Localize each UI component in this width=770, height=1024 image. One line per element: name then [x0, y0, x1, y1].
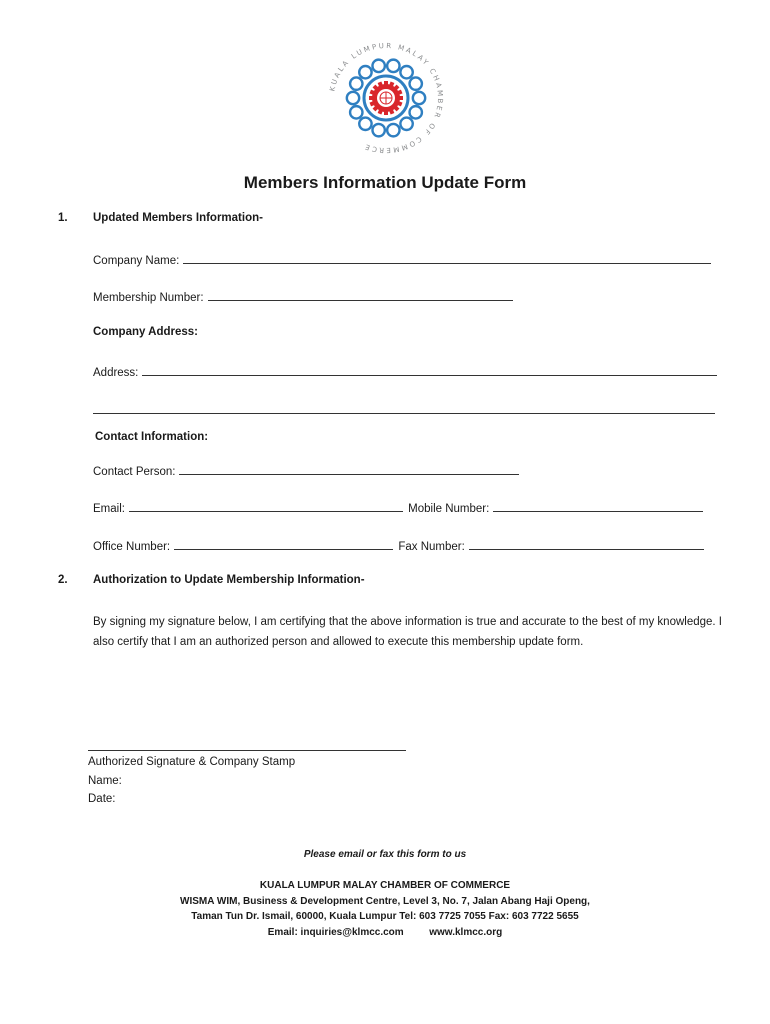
logo-bead [387, 60, 399, 72]
logo-bead [359, 118, 371, 130]
footer-email: Email: inquiries@klmcc.com [267, 926, 404, 938]
contact-person-label: Contact Person: [93, 466, 176, 478]
mobile-number-field[interactable] [493, 499, 703, 512]
email-field[interactable] [129, 499, 403, 512]
certification-paragraph: By signing my signature below, I am certifying that the above information is true and accurate to the best of my knowledge. I also certify that I am an authorized person and allowed to execute this membership update form. [93, 616, 723, 648]
section1-heading: Updated Members Information- [93, 212, 263, 224]
signature-label: Authorized Signature & Company Stamp [88, 756, 296, 768]
logo-bead [400, 118, 412, 130]
logo-bead [410, 106, 422, 118]
section2-number: 2. [58, 574, 68, 586]
footer-website[interactable]: www.klmcc.org [429, 926, 503, 938]
logo-bead [347, 92, 359, 104]
company-name-field[interactable] [183, 251, 711, 264]
footer-instruction: Please email or fax this form to us [303, 849, 467, 860]
logo-bead [372, 124, 384, 136]
logo-bead [400, 66, 412, 78]
logo-bead [350, 77, 362, 89]
mobile-number-label: Mobile Number: [408, 503, 490, 515]
company-name-row [93, 251, 711, 267]
logo-bead [350, 106, 362, 118]
logo-bead [410, 77, 422, 89]
chamber-seal-icon [322, 42, 450, 154]
company-address-heading: Company Address: [93, 326, 199, 338]
email-label: Email: [93, 503, 125, 515]
footer-contact-line [0, 925, 770, 941]
membership-number-label: Membership Number: [93, 292, 204, 304]
address-row-2 [93, 401, 715, 417]
chamber-logo [322, 42, 450, 154]
logo-bead [372, 60, 384, 72]
logo-bead [387, 124, 399, 136]
footer-org-name: KUALA LUMPUR MALAY CHAMBER OF COMMERCE [259, 880, 511, 891]
membership-number-field[interactable] [208, 288, 513, 301]
logo-bead [413, 92, 425, 104]
signature-line[interactable] [88, 738, 406, 751]
form-title: Members Information Update Form [243, 173, 527, 192]
office-fax-row [93, 537, 704, 553]
footer-address-line2: Taman Tun Dr. Ismail, 60000, Kuala Lumpur Tel: 603 7725 7055 Fax: 603 7722 5655 [191, 911, 579, 922]
office-number-label: Office Number: [93, 541, 171, 553]
contact-info-heading: Contact Information: [95, 431, 209, 443]
footer-address-line1: WISMA WIM, Business & Development Centre, Level 3, No. 7, Jalan Abang Haji Openg, [180, 895, 590, 907]
section1-number: 1. [58, 212, 68, 224]
logo-bead [359, 66, 371, 78]
address-row [93, 363, 717, 379]
signature-name-label: Name: [88, 775, 122, 787]
address-label: Address: [93, 367, 139, 379]
contact-person-row [93, 462, 519, 478]
email-mobile-row [93, 499, 703, 515]
fax-number-label: Fax Number: [398, 541, 465, 553]
footer-block [0, 878, 770, 940]
office-number-field[interactable] [174, 537, 393, 550]
address-field-line2[interactable] [93, 401, 715, 414]
contact-person-field[interactable] [179, 462, 519, 475]
company-name-label: Company Name: [93, 255, 180, 267]
section2-heading: Authorization to Update Membership Information- [93, 574, 365, 586]
fax-number-field[interactable] [469, 537, 704, 550]
signature-date-label: Date: [88, 793, 116, 805]
address-field-line1[interactable] [142, 363, 717, 376]
svg-text:KUALA LUMPUR MALAY CHAMBER OF: KUALA LUMPUR MALAY CHAMBER OF COMMERCE [328, 42, 445, 154]
membership-number-row [93, 288, 513, 304]
